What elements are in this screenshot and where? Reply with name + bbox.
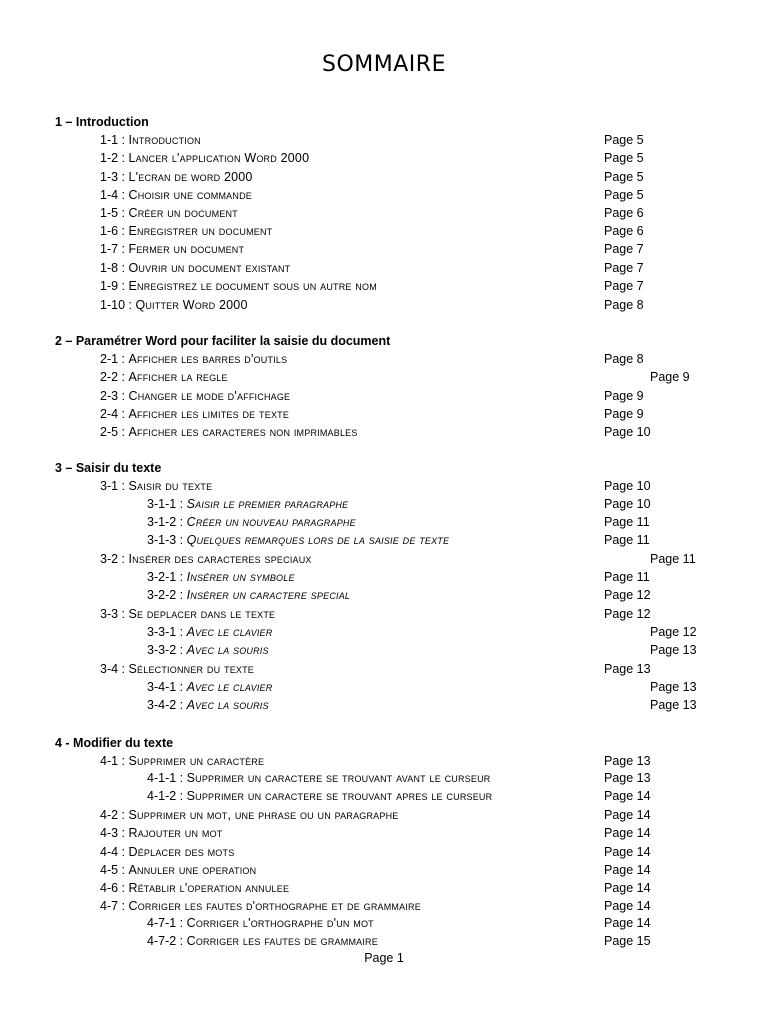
toc-entry-page: Page 12 [604,588,651,602]
toc-entry-text: Insérer un caractere special [186,588,351,602]
section-heading [0,459,768,477]
toc-entry-text: Enregistrez le document sous un autre nom [128,279,377,293]
toc-entry-text: Créer un nouveau paragraphe [186,515,356,529]
toc-entry-text: Supprimer un caractere se trouvant apres le curseur [186,789,493,803]
toc-entry[interactable] [0,586,768,604]
section-title: 4 - Modifier du texte [55,736,174,750]
toc-entry-text: Supprimer un caractère [128,754,265,768]
toc-entry[interactable] [0,879,768,897]
toc-entry[interactable] [0,405,768,423]
toc-entry[interactable] [0,240,768,258]
toc-entry-number: 1-1 : [100,133,129,147]
toc-entry[interactable] [0,861,768,879]
toc-entry-page: Page 14 [604,789,651,803]
toc-entry-text: Sélectionner du texte [128,662,254,676]
page-footer: Page 1 [364,951,404,965]
toc-entry-number: 1-10 : [100,298,136,312]
toc-entry-label [147,495,348,513]
toc-entry[interactable] [0,149,768,167]
toc-entry-label [147,586,350,604]
toc-entry-label [147,568,295,586]
toc-entry-label [147,678,272,696]
toc-entry-number: 4-7-1 : [147,916,187,930]
toc-entry-text: Lancer l'application Word 2000 [128,151,310,165]
toc-entry-label [100,131,201,149]
toc-entry-label [147,531,449,549]
toc-entry-label [100,752,264,770]
toc-entry-text: Introduction [128,133,201,147]
section-title: 3 – Saisir du texte [55,461,162,475]
toc-entry-text: Choisir une commande [128,188,252,202]
toc-entry-label [100,368,228,386]
toc-entry[interactable] [0,186,768,204]
toc-entry-text: Insérer un symbole [186,570,295,584]
toc-entry-page: Page 6 [604,206,644,220]
toc-entry[interactable] [0,513,768,531]
toc-entry-label [100,350,287,368]
toc-entry-page: Page 5 [604,170,644,184]
toc-entry-text: Avec la souris [186,643,269,657]
toc-entry-label [100,477,212,495]
toc-entry-page: Page 15 [604,934,651,948]
toc-entry-number: 4-7 : [100,899,129,913]
toc-entry-label [147,623,272,641]
toc-entry-page: Page 8 [604,352,644,366]
toc-entry[interactable] [0,550,768,568]
toc-entry-text: Corriger les fautes d'orthographe et de grammaire [128,899,421,913]
toc-entry-page: Page 8 [604,298,644,312]
toc-entry-number: 1-5 : [100,206,129,220]
toc-entry[interactable] [0,678,768,696]
toc-entry[interactable] [0,531,768,549]
toc-entry-label [100,387,290,405]
toc-entry-number: 3-1 : [100,479,129,493]
toc-entry-page: Page 5 [604,151,644,165]
toc-entry-text: Supprimer un mot, une phrase ou un paragraphe [128,808,399,822]
toc-entry-number: 4-1-2 : [147,789,187,803]
toc-entry[interactable] [0,897,768,915]
toc-entry[interactable] [0,222,768,240]
toc-entry-page: Page 14 [604,808,651,822]
toc-entry[interactable] [0,131,768,149]
toc-entry-text: Se deplacer dans le texte [128,607,276,621]
toc-entry-number: 2-1 : [100,352,129,366]
toc-entry-number: 3-1-1 : [147,497,187,511]
toc-entry-number: 1-7 : [100,242,129,256]
toc-entry-page: Page 13 [650,698,697,712]
toc-entry[interactable] [0,368,768,386]
toc-entry[interactable] [0,477,768,495]
toc-entry-label [100,186,252,204]
toc-entry-label [100,879,289,897]
toc-entry-page: Page 10 [604,479,651,493]
toc-entry[interactable] [0,387,768,405]
toc-entry-text: Fermer un document [128,242,245,256]
toc-entry-number: 4-1 : [100,754,129,768]
toc-entry-number: 3-2 : [100,552,129,566]
toc-entry-page: Page 10 [604,497,651,511]
toc-entry-text: Afficher les caracteres non imprimables [128,425,358,439]
toc-entry-label [100,423,358,441]
toc-entry[interactable] [0,296,768,314]
toc-entry-page: Page 11 [604,533,650,547]
toc-entry-text: Rajouter un mot [128,826,223,840]
toc-entry-text: Corriger l'orthographe d'un mot [186,916,374,930]
section-heading [0,332,768,350]
toc-entry-label [147,641,269,659]
toc-entry-label [100,204,238,222]
toc-entry-number: 3-1-3 : [147,533,187,547]
toc-entry-page: Page 9 [650,370,690,384]
toc-entry-page: Page 13 [650,643,697,657]
toc-entry-text: Annuler une operation [128,863,257,877]
toc-entry-number: 3-2-2 : [147,588,187,602]
toc-entry-page: Page 13 [604,754,651,768]
toc-entry-page: Page 13 [650,680,697,694]
toc-entry-page: Page 14 [604,845,651,859]
toc-entry-page: Page 9 [604,407,644,421]
toc-entry[interactable] [0,914,768,932]
toc-entry-label [100,824,222,842]
toc-entry-text: Ouvrir un document existant [128,261,291,275]
section-title: 1 – Introduction [55,115,149,129]
toc-entry-number: 2-3 : [100,389,129,403]
toc-entry-label [147,769,491,787]
toc-entry[interactable] [0,696,768,714]
toc-entry-number: 4-5 : [100,863,129,877]
toc-entry-label [100,660,254,678]
toc-entry-number: 1-4 : [100,188,129,202]
toc-entry-text: L'ecran de word 2000 [128,170,253,184]
toc-entry-label [147,696,269,714]
toc-entry-page: Page 11 [604,515,650,529]
toc-entry[interactable] [0,641,768,659]
toc-entry-number: 2-2 : [100,370,129,384]
toc-entry-page: Page 7 [604,279,644,293]
toc-entry[interactable] [0,787,768,805]
toc-entry-text: Quelques remarques lors de la saisie de texte [186,533,450,547]
toc-entry-number: 3-3 : [100,607,129,621]
toc-entry-page: Page 13 [604,662,651,676]
toc-entry-text: Changer le mode d'affichage [128,389,291,403]
toc-entry-page: Page 7 [604,261,644,275]
toc-entry-page: Page 12 [650,625,697,639]
toc-entry[interactable] [0,259,768,277]
toc-entry[interactable] [0,932,768,950]
section-title: 2 – Paramétrer Word pour faciliter la saisie du document [55,334,391,348]
section-heading [0,113,768,131]
toc-entry-number: 4-3 : [100,826,129,840]
toc-entry-label [100,806,398,824]
toc-entry-label [100,296,248,314]
toc-entry-page: Page 5 [604,133,644,147]
toc-entry-text: Afficher la regle [128,370,228,384]
toc-entry-page: Page 6 [604,224,644,238]
toc-entry-text: Avec le clavier [186,680,273,694]
toc-entry-label [100,277,377,295]
toc-entry-label [147,513,356,531]
toc-entry-page: Page 9 [604,389,644,403]
toc-entry-page: Page 14 [604,826,651,840]
toc-entry-label [147,914,374,932]
toc-entry-number: 1-3 : [100,170,129,184]
toc-entry-page: Page 11 [650,552,696,566]
toc-entry-page: Page 14 [604,916,651,930]
toc-entry-page: Page 5 [604,188,644,202]
toc-entry-number: 3-3-2 : [147,643,187,657]
toc-entry-label [147,932,378,950]
toc-entry-text: Enregistrer un document [128,224,273,238]
toc-entry[interactable] [0,495,768,513]
toc-entry-page: Page 11 [604,570,650,584]
toc-entry-text: Déplacer des mots [128,845,235,859]
toc-entry-number: 4-4 : [100,845,129,859]
toc-entry[interactable] [0,423,768,441]
toc-entry-number: 1-2 : [100,151,129,165]
toc-entry-number: 3-1-2 : [147,515,187,529]
toc-entry-number: 4-2 : [100,808,129,822]
toc-entry-text: Afficher les limites de texte [128,407,290,421]
toc-entry-page: Page 12 [604,607,651,621]
toc-entry[interactable] [0,568,768,586]
toc-entry-number: 4-7-2 : [147,934,187,948]
toc-entry-label [100,605,275,623]
toc-entry[interactable] [0,843,768,861]
toc-entry-text: Avec le clavier [186,625,273,639]
toc-entry-text: Corriger les fautes de grammaire [186,934,378,948]
toc-entry[interactable] [0,204,768,222]
toc-entry-page: Page 7 [604,242,644,256]
toc-entry[interactable] [0,350,768,368]
toc-entry-page: Page 14 [604,863,651,877]
toc-entry-number: 2-5 : [100,425,129,439]
toc-entry-page: Page 13 [604,771,651,785]
toc-entry-label [100,550,312,568]
toc-entry-label [100,897,421,915]
toc-entry-label [100,149,309,167]
toc-entry[interactable] [0,623,768,641]
toc-entry-number: 3-4-1 : [147,680,187,694]
toc-entry-number: 1-9 : [100,279,129,293]
toc-entry-text: Créer un document [128,206,238,220]
toc-entry-page: Page 14 [604,881,651,895]
toc-entry-text: Avec la souris [186,698,269,712]
toc-entry-number: 1-6 : [100,224,129,238]
toc-entry-label [100,168,253,186]
toc-entry[interactable] [0,752,768,770]
toc-entry-number: 4-1-1 : [147,771,187,785]
toc-entry[interactable] [0,660,768,678]
toc-entry-label [100,259,290,277]
toc-entry-label [147,787,492,805]
toc-entry-number: 3-4 : [100,662,129,676]
toc-entry[interactable] [0,824,768,842]
toc-entry-number: 4-6 : [100,881,129,895]
toc-entry-label [100,222,272,240]
toc-entry-label [100,405,289,423]
toc-entry-text: Rétablir l'operation annulee [128,881,290,895]
toc-entry-text: Quitter Word 2000 [135,298,248,312]
toc-entry-text: Insérer des caracteres speciaux [128,552,312,566]
toc-entry-number: 1-8 : [100,261,129,275]
toc-entry-page: Page 14 [604,899,651,913]
toc-entry-label [100,861,256,879]
toc-entry-text: Supprimer un caractere se trouvant avant le curseur [186,771,491,785]
toc-entry-page: Page 10 [604,425,651,439]
toc-entry-label [100,843,234,861]
toc-entry-label [100,240,244,258]
toc-entry[interactable] [0,277,768,295]
toc-entry-number: 3-2-1 : [147,570,187,584]
toc-entry-text: Saisir le premier paragraphe [186,497,349,511]
toc-entry-text: Afficher les barres d'outils [128,352,288,366]
section-heading [0,734,768,752]
toc-entry[interactable] [0,769,768,787]
toc-entry-text: Saisir du texte [128,479,213,493]
toc-entry[interactable] [0,605,768,623]
toc-entry-number: 3-4-2 : [147,698,187,712]
toc-entry[interactable] [0,806,768,824]
toc-entry[interactable] [0,168,768,186]
page-title: SOMMAIRE [322,52,446,77]
toc-entry-number: 2-4 : [100,407,129,421]
toc-entry-number: 3-3-1 : [147,625,187,639]
